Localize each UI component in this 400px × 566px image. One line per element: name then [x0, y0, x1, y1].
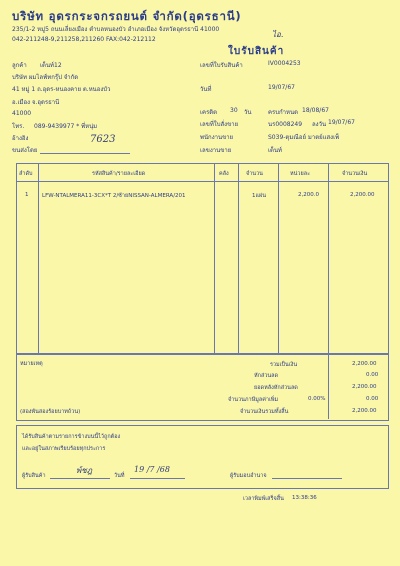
- row-no: 1: [25, 192, 29, 198]
- customer-ref-label: อ้างอิง: [12, 135, 29, 142]
- job-label: เลขงานขาย: [200, 147, 232, 154]
- customer-delivery-label: ขนส่งโดย: [12, 147, 38, 154]
- table-header-divider: [16, 181, 388, 182]
- th-desc: รหัสสินค้า/รายละเอียด: [92, 171, 146, 177]
- order-date-label: ลงวัน: [312, 121, 327, 128]
- company-address: 235/1-2 หมู่5 ถนนเลี่ยงเมือง ตำบลหนองบัว อำเภอเมือง จังหวัดอุดรธานี 41000: [12, 26, 220, 33]
- date-label: วันที่: [200, 86, 212, 93]
- delivery-underline: [40, 153, 130, 154]
- sales-label: พนักงานขาย: [200, 134, 234, 141]
- subtotal-label: รวมเป็นเงิน: [270, 362, 298, 368]
- row-qty: 1แผ่น: [252, 193, 267, 199]
- receiver-label: ผู้รับสินค้า: [22, 473, 46, 479]
- receipt-no: IV0004253: [268, 60, 301, 67]
- handwritten-ref: 7623: [90, 134, 116, 145]
- company-phones: 042-211248-9,211258,211260 FAX:042-212112: [12, 36, 156, 43]
- receipt-date-sign: 19 /7 /68: [134, 465, 170, 474]
- customer-code: เต็นท์12: [40, 62, 62, 69]
- credit-label: เครดิต: [200, 109, 218, 116]
- th-amount: จำนวนเงิน: [342, 171, 368, 177]
- row-desc: LFW-NTALMERA11-3CX*T 2/ซ้ายNISSAN-ALMERA/201: [42, 193, 186, 199]
- order-label: เลขที่ใบสั่งขาย: [200, 121, 239, 128]
- vat-value: 0.00: [366, 396, 379, 402]
- row-amount: 2,200.00: [350, 192, 375, 198]
- discount-value: 0.00: [366, 372, 379, 378]
- print-time: 13:38:36: [292, 495, 317, 501]
- customer-address1: 41 หมู่ 1 ถ.อุดร-หนองคาย ต.หนองบัว: [12, 86, 111, 93]
- col-divider-5: [328, 163, 329, 353]
- vat-label: จำนวนภาษีมูลค่าเพิ่ม: [228, 397, 279, 403]
- th-no: ลำดับ: [19, 171, 33, 177]
- th-unit-price: หน่วยละ: [290, 171, 311, 177]
- customer-code-label: ลูกค้า: [12, 62, 27, 69]
- due-date: 18/08/67: [302, 107, 329, 114]
- vat-pct: 0.00%: [308, 396, 326, 402]
- doc-date: 19/07/67: [268, 84, 295, 91]
- row-unit-price: 2,200.0: [298, 192, 319, 198]
- grand-total-value: 2,200.00: [352, 408, 377, 414]
- auth-label: ผู้รับมอบอำนาจ: [230, 473, 267, 479]
- customer-zip: 41000: [12, 110, 32, 117]
- order-date: 19/07/67: [328, 119, 355, 126]
- receipt-date-line: [130, 478, 185, 479]
- receipt-no-label: เลขที่ใบรับสินค้า: [200, 62, 243, 69]
- totals-value-divider: [328, 353, 329, 419]
- job-value: เต็นท์: [268, 147, 283, 154]
- col-divider-2: [214, 163, 215, 353]
- order-no: นร0008249: [268, 121, 303, 128]
- receipt-note-2: และอยู่ในสภาพเรียบร้อยทุกประการ: [22, 446, 106, 452]
- subtotal-value: 2,200.00: [352, 361, 377, 367]
- receiver-sign-line: [50, 478, 110, 479]
- receipt-note-1: ได้รับสินค้าตามรายการข้างบนนี้ไว้ถูกต้อง: [22, 434, 121, 440]
- customer-phone: 089-9439977 * พี่หนุ่ม: [34, 123, 98, 130]
- credit-days: 30: [230, 107, 238, 114]
- document-title: ใบรับสินค้า: [228, 46, 285, 57]
- customer-address2: อ.เมือง จ.อุดรธานี: [12, 99, 60, 106]
- col-divider-1: [38, 163, 39, 353]
- col-divider-4: [278, 163, 279, 353]
- company-name: บริษัท อุดรกระจกรถยนต์ จำกัด(อุดรธานี): [12, 9, 242, 23]
- after-discount-label: ยอดหลังหักส่วนลด: [254, 385, 298, 391]
- receiver-signature: พ์ชฎ: [76, 466, 93, 475]
- auth-sign-line: [272, 478, 342, 479]
- customer-phone-label: โทร.: [12, 123, 25, 130]
- due-label: ครบกำหนด: [268, 109, 298, 116]
- print-time-label: เวลาพิมพ์เสร็จสิ้น: [243, 496, 284, 502]
- remark-label: หมายเหตุ: [20, 361, 43, 367]
- customer-name: บริษัท ผมไลฟ์ทกรุ๊ป จำกัด: [12, 74, 79, 81]
- credit-unit: วัน: [244, 109, 252, 116]
- grand-total-label: จำนวนเงินรวมทั้งสิ้น: [240, 409, 289, 415]
- receipt-date-label: วันที่: [114, 473, 125, 479]
- th-warehouse: คลัง: [219, 171, 229, 177]
- th-qty: จำนวน: [246, 171, 263, 177]
- amount-text: (สองพันสองร้อยบาทถ้วน): [20, 409, 81, 415]
- handwritten-mark: ไอ.: [272, 30, 284, 39]
- after-discount-value: 2,200.00: [352, 384, 377, 390]
- discount-label: หักส่วนลด: [254, 373, 279, 379]
- sales-person: S039-ตุมณีอย์ มาตย์แสงเพ็: [268, 134, 340, 141]
- col-divider-3: [238, 163, 239, 353]
